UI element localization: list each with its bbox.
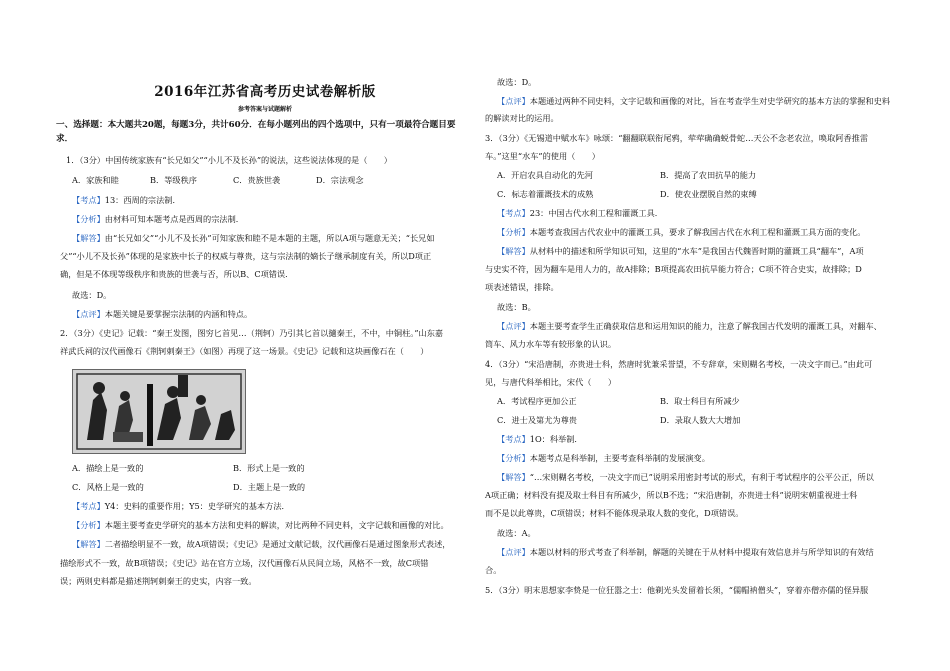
q2-kaodian-text: Y4：史料的重要作用；Y5：史学研究的基本方法． (104, 501, 290, 511)
q1-jieda-line3: 确，但是不体现等级秩序和贵族的世袭与否，所以B、C项错误． (60, 269, 294, 279)
tag-jieda: 【解答】 (497, 246, 530, 256)
q4-stem-cont: 见，与唐代科举相比，宋代（ ） (485, 377, 617, 387)
q2-fenxi-text: 本题主要考查史学研究的基本方法和史料的解读，对比两种不同史料，文字记载和画像的对比。 (104, 520, 449, 530)
q1-jieda-line2: 父”“小儿不及长孙”体现的是家族中长子的权威与尊贵，这与宗法制的嫡长子继承制度有关，所以D项正 (60, 251, 432, 261)
stone-relief-image (72, 369, 246, 454)
q2-dianping (497, 96, 890, 107)
q2-option-b: B．形式上是一致的 (233, 463, 305, 473)
section-heading-cont: 求． (56, 134, 74, 144)
q3-option-a: A．开启农具自动化的先河 (497, 170, 593, 180)
q4-option-c: C．进士及第尤为尊贵 (497, 415, 577, 425)
q1-answer: 故选：D。 (72, 290, 112, 300)
q3-dianping (497, 321, 882, 332)
q1-jieda (72, 233, 435, 244)
q3-dianping-line2: 筒车、风力水车等有较形象的认识。 (485, 339, 617, 349)
q4-dianping-line2: 合。 (485, 565, 502, 575)
q3-dianping-text: 本题主要考查学生正确获取信息和运用知识的能力，注意了解我国古代发明的灌溉工具，对翻车、 (529, 321, 882, 331)
q1-fenxi-text: 由材料可知本题考点是西周的宗法制． (104, 214, 244, 224)
q1-dianping-text: 本题关键是要掌握宗法制的内涵和特点。 (104, 309, 253, 319)
q2-option-a: A．描绘上是一致的 (72, 463, 144, 473)
q3-kaodian-text: 23：中国古代水利工程和灌溉工具． (529, 208, 663, 218)
q1-option-c: C．贵族世袭 (233, 175, 281, 185)
q4-jieda-line2: A项正确；材料没有提及取士科目有所减少，所以B不选；“宋沿唐制，亦贵进士科”说明宋朝重视进士科 (485, 490, 858, 500)
q3-option-d: D．使农业摆脱自然的束缚 (660, 189, 757, 199)
q1-kaodian (72, 195, 181, 206)
q2-jieda-line3: 误；两则史料都是描述荆轲刺秦王的史实，内容一致。 (60, 576, 257, 586)
q1-option-d: D．宗法观念 (316, 175, 364, 185)
q3-answer: 故选：B。 (497, 302, 536, 312)
q4-jieda-text: “…宋则糊名考校，一决文字而已”说明采用密封考试的形式，有利于考试程序的公平公正，所以 (529, 472, 874, 482)
q3-kaodian (497, 208, 663, 219)
q1-fenxi (72, 214, 244, 225)
q2-jieda (72, 539, 450, 550)
tag-jieda: 【解答】 (72, 539, 105, 549)
relief-caption-seal (178, 375, 188, 397)
tag-fenxi: 【分析】 (497, 227, 530, 237)
q2-jieda-text: 二者描绘明显不一致，故A项错误；《史记》是通过文献记载，汉代画像石是通过图象形式表述， (104, 539, 451, 549)
q2-kaodian (72, 501, 290, 512)
q4-stem: 4．（3分）“宋沿唐制，亦贵进士科，然唐时犹兼采誉望，不专辞章，宋则糊名考校，一决文字而已。”由此可 (485, 359, 873, 369)
q4-kaodian (497, 434, 583, 445)
tag-fenxi: 【分析】 (497, 453, 530, 463)
q4-dianping-text: 本题以材料的形式考查了科举制，解题的关键在于从材料中提取有效信息并与所学知识的有效结 (529, 547, 874, 557)
tag-dianping: 【点评】 (497, 547, 530, 557)
q3-jieda-text: 从材料中的描述和所学知识可知，这里的“水车”是我国古代魏晋时期的灌溉工具“翻车”，A项 (529, 246, 864, 256)
tag-jieda: 【解答】 (72, 233, 105, 243)
q1-stem: 1．（3分）中国传统家族有“长兄如父”“小儿不及长孙”的说法，这些说法体现的是（ ） (66, 155, 392, 165)
tag-jieda: 【解答】 (497, 472, 530, 482)
q1-kaodian-text: 13：西周的宗法制． (104, 195, 181, 205)
q2-stem-cont: 祥武氏祠的汉代画像石《荆轲刺秦王》（如图）再现了这一场景。《史记》记载和这块画像石在（ ） (60, 346, 429, 356)
q4-jieda (497, 472, 874, 483)
q4-jieda-line3: 而不是以此尊贵，C项错误；材料不能体现录取人数的变化，D项错误。 (485, 508, 744, 518)
tag-kaodian: 【考点】 (72, 195, 105, 205)
q2-answer: 故选：D。 (497, 77, 537, 87)
tag-fenxi: 【分析】 (72, 214, 105, 224)
tag-kaodian: 【考点】 (72, 501, 105, 511)
q2-option-d: D．主题上是一致的 (233, 482, 306, 492)
q3-jieda-line2: 与史实不符，因为翻车是用人力的，故A排除；B项提高农田抗旱能力符合；C项不符合史实，故排除；D (485, 264, 862, 274)
relief-figures (73, 370, 245, 453)
q3-jieda-line3: 项表述错误，排除。 (485, 282, 559, 292)
q4-kaodian-text: 1O：科举制． (529, 434, 583, 444)
q4-dianping (497, 547, 874, 558)
q3-stem-cont: 车。”这里“水车”的使用（ ） (485, 151, 600, 161)
q3-jieda (497, 246, 864, 257)
q2-dianping-line2: 的解读对比的运用。 (485, 113, 559, 123)
q1-option-b: B．等级秩序 (150, 175, 197, 185)
q3-fenxi-text: 本题考查我国古代农业中的灌溉工具，要求了解我国古代在水利工程和灌溉工具方面的变化。 (529, 227, 866, 237)
q4-option-d: D．录取人数大大增加 (660, 415, 741, 425)
q4-answer: 故选：A。 (497, 528, 536, 538)
tag-fenxi: 【分析】 (72, 520, 105, 530)
tag-kaodian: 【考点】 (497, 208, 530, 218)
q2-jieda-line2: 描绘形式不一致，故B项错误；《史记》站在官方立场，汉代画像石从民间立场，风格不一致，故C项错 (60, 558, 429, 568)
q3-fenxi (497, 227, 865, 238)
q4-option-b: B．取士科目有所减少 (660, 396, 740, 406)
page-subtitle: 参考答案与试题解析 (237, 106, 292, 113)
page-title: 2016年江苏省高考历史试卷解析版 (154, 84, 376, 100)
q1-option-a: A．家族和睦 (72, 175, 119, 185)
section-heading: 一、选择题：本大题共20题，每题3分，共计60分．在每小题列出的四个选项中，只有一项最符合题目要 (56, 120, 456, 130)
q3-option-c: C．标志着灌溉技术的成熟 (497, 189, 594, 199)
q4-fenxi (497, 453, 710, 464)
q2-stem: 2．（3分）《史记》记载：“秦王发图，图穷匕首见…（荆轲）乃引其匕首以擿秦王，不中，中铜柱。”山东嘉 (60, 328, 444, 338)
tag-dianping: 【点评】 (497, 321, 530, 331)
q4-fenxi-text: 本题考点是科举制，主要考查科举制的发展演变。 (529, 453, 710, 463)
tag-kaodian: 【考点】 (497, 434, 530, 444)
q2-option-c: C．风格上是一致的 (72, 482, 144, 492)
tag-dianping: 【点评】 (72, 309, 105, 319)
q5-stem: 5．（3分）明末思想家李贽是一位狂嚣之士：他剃光头发留着长须，“儒帽衲僧头”，穿着亦僧亦儒的怪异服 (485, 585, 869, 595)
tag-dianping: 【点评】 (497, 96, 530, 106)
q2-dianping-text: 本题通过两种不同史料，文字记载和画像的对比，旨在考查学生对史学研究的基本方法的掌握和史料 (529, 96, 891, 106)
q4-option-a: A．考试程序更加公正 (497, 396, 577, 406)
q3-option-b: B．提高了农田抗旱的能力 (660, 170, 757, 180)
q3-stem: 3．（3分）《无锡道中赋水车》咏颂：“翻翻联联衔尾鸦，荦荦确确蜕骨蛇…天公不念老农泣，唤取阿香推雷 (485, 133, 869, 143)
q2-fenxi (72, 520, 449, 531)
q1-dianping (72, 309, 252, 320)
q1-jieda-text: 由“长兄如父”“小儿不及长孙”可知家族和睦不是本题的主题，所以A项与题意无关；“长兄如 (104, 233, 435, 243)
